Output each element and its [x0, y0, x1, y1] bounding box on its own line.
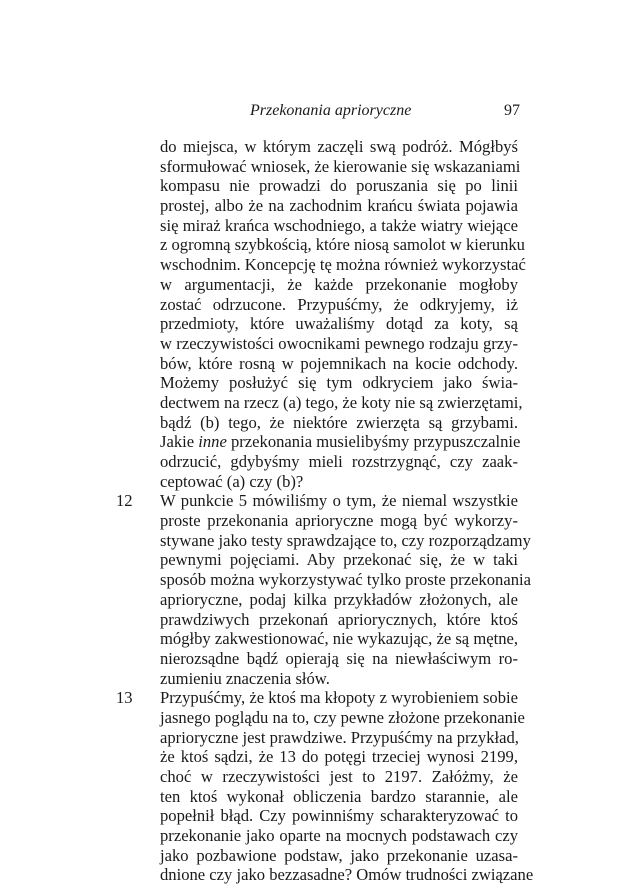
text-line: prostej, albo że na zachodnim krańcu świata pojawia: [160, 196, 518, 216]
text-line: przekonanie jako oparte na mocnych podstawach czy: [160, 826, 518, 846]
text-line: że ktoś sądzi, że 13 do potęgi trzeciej wynosi 2199,: [160, 747, 518, 767]
text-line: choć w rzeczywistości jest to 2197. Załóżmy, że: [160, 767, 518, 786]
text-line: ceptować (a) czy (b)?: [160, 471, 304, 491]
text-line: bądź (b) tego, że niektóre zwierzęta są grzybami.: [160, 412, 518, 432]
text-line: jasnego poglądu na to, czy pewne złożone przekonanie: [160, 707, 525, 727]
text-line: Przypuśćmy, że ktoś ma kłopoty z wyrobieniem sobie: [160, 688, 518, 708]
page-number: 97: [504, 102, 520, 119]
text-line: z ogromną szybkością, które niosą samolot w kierunku: [160, 235, 525, 255]
item-number: 13: [116, 688, 133, 708]
text-line: się miraż krańca wschodniego, a także wiatry wiejące: [160, 215, 518, 235]
running-head: [160, 101, 520, 121]
text-line: sposób można wykorzystywać tylko proste przekonania: [160, 570, 531, 590]
text-line: jako pozbawione podstaw, jako przekonanie uzasa-: [160, 845, 518, 865]
text-line: stywane jako testy sprawdzające to, czy rozporządzamy: [160, 530, 531, 550]
text-line: dectwem na rzecz (a) tego, że koty nie są zwierzętami,: [160, 392, 523, 412]
text-line: wschodnim. Koncepcję tę można również wykorzystać: [160, 255, 526, 275]
text-line: prawdziwych przekonań apriorycznych, które ktoś: [160, 609, 518, 629]
body-text: [116, 137, 534, 885]
text-line: Jakie inne przekonania musielibyśmy przypuszczalnie: [160, 432, 521, 452]
text-line: zostać odrzucone. Przypuśćmy, że odkryjemy, iż: [160, 294, 518, 314]
text-line: w rzeczywistości owocnikami pewnego rodzaju grzy-: [160, 333, 518, 353]
text-line: dnione czy jako bezzasadne? Omów trudności związane: [160, 865, 534, 885]
text-line: pewnymi pojęciami. Aby przekonać się, że w taki: [160, 550, 518, 570]
text-line: mógłby zakwestionować, nie wykazując, że są mętne,: [160, 629, 519, 649]
text-line: nierozsądne bądź opierają się na niewłaściwym ro-: [160, 648, 518, 668]
text-line: ten ktoś wykonał obliczenia bardzo starannie, ale: [160, 786, 518, 806]
text-line: do miejsca, w którym zaczęli swą podróż. Mógłbyś: [160, 137, 518, 156]
text-line: zumieniu znaczenia słów.: [160, 668, 330, 688]
text-line: proste przekonania aprioryczne mogą być wykorzy-: [160, 511, 518, 531]
running-title: Przekonania aprioryczne: [250, 102, 412, 119]
text-line: sformułować wniosek, że kierowanie się wskazaniami: [160, 156, 521, 176]
text-line: odrzucić, gdybyśmy mieli rozstrzygnąć, czy zaak-: [160, 452, 518, 471]
text-line: aprioryczne jest prawdziwe. Przypuśćmy na przykład,: [160, 727, 519, 747]
text-line: popełnił błąd. Czy powinniśmy scharakteryzować to: [160, 806, 518, 826]
text-line: w argumentacji, że każde przekonanie mogłoby: [160, 274, 518, 294]
text-line: kompasu nie prowadzi do poruszania się po linii: [160, 176, 518, 196]
text-line: aprioryczne, podaj kilka przykładów złożonych, ale: [160, 589, 518, 609]
numbered-paragraph-12: [116, 491, 531, 688]
numbered-paragraph-13: [116, 688, 534, 885]
text-line: przedmioty, które uważaliśmy dotąd za koty, są: [160, 314, 518, 334]
text-line: Możemy posłużyć się tym odkryciem jako świa-: [160, 373, 518, 393]
text-line: bów, które rosną w pojemnikach na kocie odchody.: [160, 353, 518, 373]
item-number: 12: [116, 491, 133, 511]
paragraph-continuation: [160, 137, 526, 491]
text-line: W punkcie 5 mówiliśmy o tym, że niemal wszystkie: [160, 491, 518, 511]
